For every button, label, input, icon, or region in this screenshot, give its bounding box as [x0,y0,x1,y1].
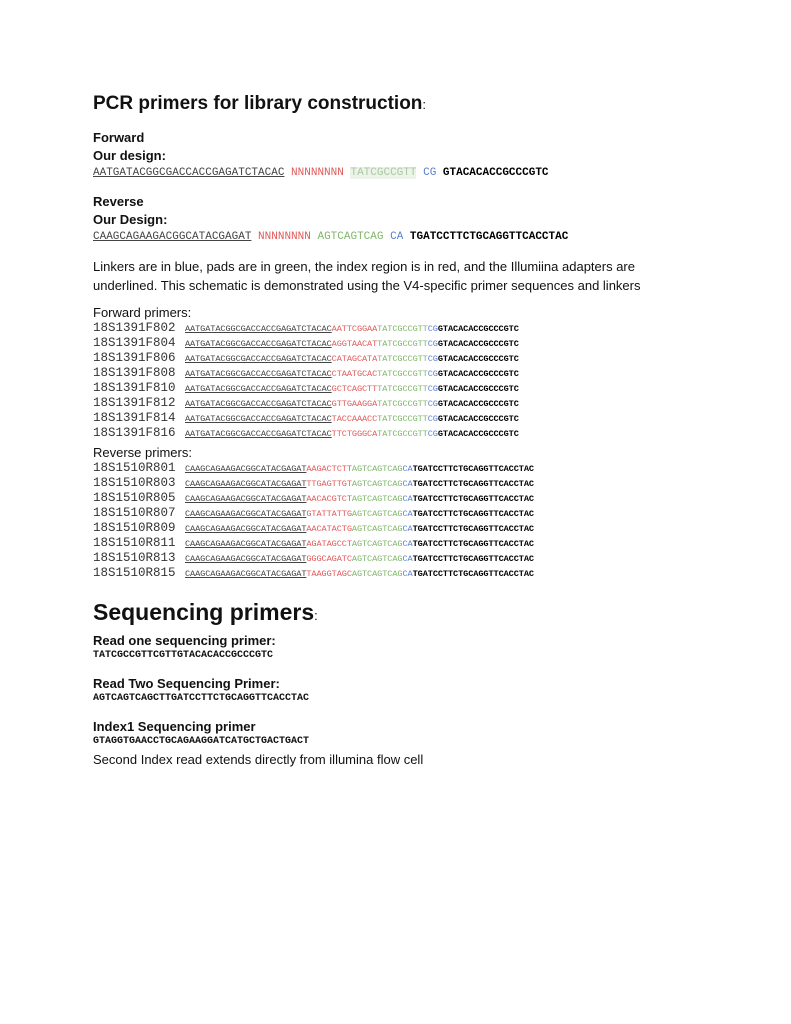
explanation-paragraph: Linkers are in blue, pads are in green, the index region is in red, and the Illumiina adapters are underlined. This schematic is demonstrated using the V4-specific primer sequences and linkers [93,259,641,293]
index-segment: NNNNNNNN [258,231,311,243]
read1-sequence: TATCGCCGTTCGTTGTACACACCGCCCGTC [93,650,274,661]
primer-name: 18S1510R805 [93,491,176,505]
primer-row [93,426,791,441]
read2-sequence: AGTCAGTCAGCTTGATCCTTCTGCAGGTTCACCTAC [93,693,310,704]
reverse-primer-list [93,461,791,581]
primer-sequence: CAAGCAGAAGACGGCATACGAGATAACATACTGAGTCAGTCAGCATGATCCTTCTGCAGGTTCACCTAC [185,524,534,534]
primer-sequence: AATGATACGGCGACCACCGAGATCTACACGCTCAGCTTTATCGCCGTTCGGTACACACCGCCCGTC [185,384,519,394]
primer-row [93,321,791,336]
forward-primers-title: Forward primers: [93,305,192,320]
forward-heading: Forward [93,130,145,145]
index1-label: Index1 Sequencing primer [93,719,256,734]
primer-sequence: CAAGCAGAAGACGGCATACGAGATGGGCAGATCAGTCAGTCAGCATGATCCTTCTGCAGGTTCACCTAC [185,554,534,564]
primer-row [93,351,791,366]
adapter-segment: AATGATACGGCGACCACCGAGATCTACAC [93,167,285,179]
primer-name: 18S1510R809 [93,521,176,535]
linker-segment: CG [423,167,437,179]
primer-name: 18S1391F812 [93,396,176,410]
forward-design-sequence [93,165,791,181]
primer-row [93,506,791,521]
forward-design-block [93,129,791,181]
primer-name: 18S1391F816 [93,426,176,440]
primer-sequence: CAAGCAGAAGACGGCATACGAGATAACACGTCTAGTCAGTCAGCATGATCCTTCTGCAGGTTCACCTAC [185,494,534,504]
primer-sequence: AATGATACGGCGACCACCGAGATCTACACAGGTAACATTATCGCCGTTCGGTACACACCGCCCGTC [185,339,519,349]
primer-row [93,381,791,396]
read1-label: Read one sequencing primer: [93,633,276,648]
pcr-title: PCR primers for library construction: [93,93,427,114]
second-index-note: Second Index read extends directly from illumina flow cell [93,752,424,767]
primer-sequence: CAAGCAGAAGACGGCATACGAGATTAAGGTAGCAGTCAGTCAGCATGATCCTTCTGCAGGTTCACCTAC [185,569,534,579]
read2-label: Read Two Sequencing Primer: [93,676,280,691]
primer-sequence: AATGATACGGCGACCACCGAGATCTACACCTAATGCACTATCGCCGTTCGGTACACACCGCCCGTC [185,369,519,379]
primer-sequence: CAAGCAGAAGACGGCATACGAGATAGATAGCCTAGTCAGTCAGCATGATCCTTCTGCAGGTTCACCTAC [185,539,534,549]
primer-sequence: AATGATACGGCGACCACCGAGATCTACACAATTCGGAATATCGCCGTTCGGTACACACCGCCCGTC [185,324,519,334]
primer-sequence: AATGATACGGCGACCACCGAGATCTACACGTTGAAGGATATCGCCGTTCGGTACACACCGCCCGTC [185,399,519,409]
primer-sequence: AATGATACGGCGACCACCGAGATCTACACTACCAAACCTATCGCCGTTCGGTACACACCGCCCGTC [185,414,519,424]
reverse-heading: Reverse [93,194,144,209]
forward-design-label: Our design: [93,148,166,163]
primer-row [93,396,791,411]
primer-sequence: AATGATACGGCGACCACCGAGATCTACACTTCTGGGCATATCGCCGTTCGGTACACACCGCCCGTC [185,429,519,439]
primer-row [93,551,791,566]
index1-sequence: GTAGGTGAACCTGCAGAAGGATCATGCTGACTGACT [93,736,310,747]
primer-sequence: CAAGCAGAAGACGGCATACGAGATAAGACTCTTAGTCAGTCAGCATGATCCTTCTGCAGGTTCACCTAC [185,464,534,474]
reverse-primers-title: Reverse primers: [93,445,192,460]
primer-name: 18S1510R803 [93,476,176,490]
primer-name: 18S1510R801 [93,461,176,475]
reverse-design-sequence [93,229,791,245]
primer-name: 18S1391F808 [93,366,176,380]
primer-sequence: CAAGCAGAAGACGGCATACGAGATTTGAGTTGTAGTCAGTCAGCATGATCCTTCTGCAGGTTCACCTAC [185,479,534,489]
reverse-design-block [93,193,791,245]
primer-sequence: AATGATACGGCGACCACCGAGATCTACACCATAGCATATATCGCCGTTCGGTACACACCGCCCGTC [185,354,519,364]
primer-name: 18S1510R813 [93,551,176,565]
specific-segment: TGATCCTTCTGCAGGTTCACCTAC [409,231,569,243]
primer-row [93,476,791,491]
sequencing-title: Sequencing primers: [93,599,318,625]
index-segment: NNNNNNNN [291,167,344,179]
primer-name: 18S1510R807 [93,506,176,520]
primer-name: 18S1391F810 [93,381,176,395]
primer-row [93,336,791,351]
primer-name: 18S1391F814 [93,411,176,425]
forward-primer-list [93,321,791,441]
primer-row [93,536,791,551]
primer-row [93,566,791,581]
primer-name: 18S1391F804 [93,336,176,350]
pad-segment: TATCGCCGTT [350,167,417,179]
linker-segment: CA [390,231,404,243]
primer-row [93,411,791,426]
reverse-design-label: Our Design: [93,212,168,227]
specific-segment: GTACACACCGCCCGTC [442,167,549,179]
primer-name: 18S1391F802 [93,321,176,335]
primer-row [93,366,791,381]
primer-name: 18S1510R811 [93,536,176,550]
adapter-segment: CAAGCAGAAGACGGCATACGAGAT [93,231,252,243]
primer-name: 18S1391F806 [93,351,176,365]
primer-row [93,461,791,476]
primer-row [93,491,791,506]
primer-name: 18S1510R815 [93,566,176,580]
primer-sequence: CAAGCAGAAGACGGCATACGAGATGTATTATTGAGTCAGTCAGCATGATCCTTCTGCAGGTTCACCTAC [185,509,534,519]
pad-segment: AGTCAGTCAG [317,231,384,243]
primer-row [93,521,791,536]
